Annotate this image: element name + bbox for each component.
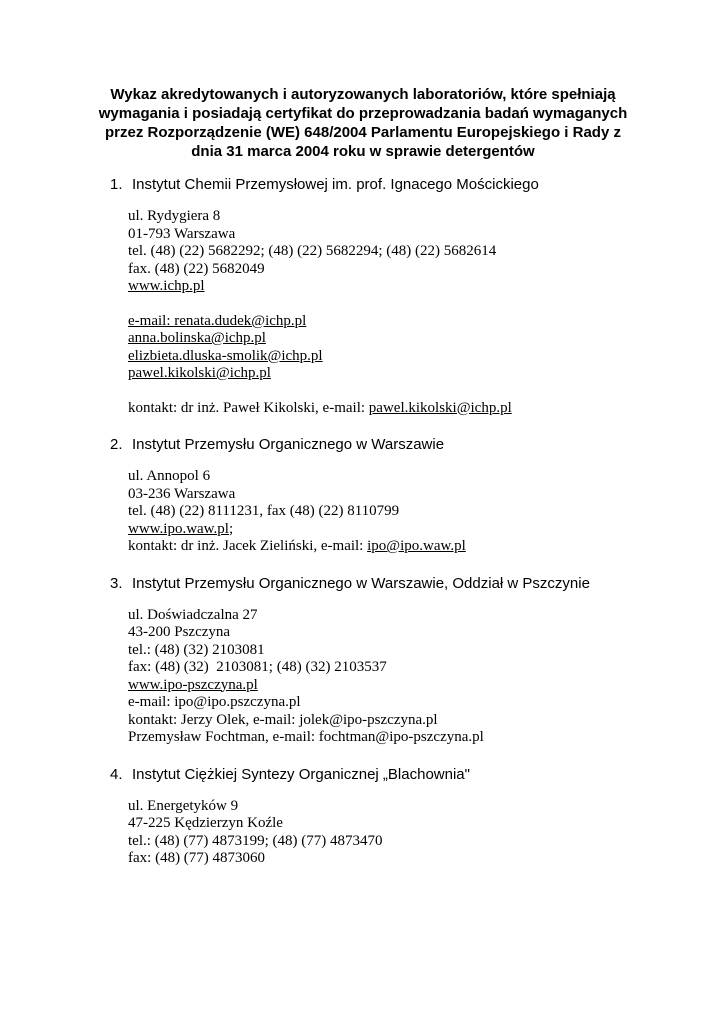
detail-line	[128, 642, 630, 660]
detail-line	[128, 330, 630, 348]
detail-line	[128, 833, 630, 851]
detail-line	[128, 659, 630, 677]
detail-line	[128, 400, 630, 418]
detail-line	[128, 226, 630, 244]
text-segment: ul. Rydygiera 8	[128, 208, 221, 224]
url-link[interactable]: www.ipo.waw.pl	[128, 520, 229, 537]
email-link[interactable]: pawel.kikolski@ichp.pl	[368, 399, 512, 416]
text-segment: tel. (48) (22) 5682292; (48) (22) 5682294; (48) (22) 5682614	[128, 243, 497, 259]
entry-heading-text: Instytut Przemysłu Organicznego w Warszawie	[132, 436, 445, 453]
entry-number: 1.	[110, 176, 123, 193]
entry-details-block	[128, 400, 630, 418]
email-link[interactable]: elizbieta.dluska-smolik@ichp.pl	[128, 347, 323, 364]
text-segment: ;	[228, 520, 234, 537]
detail-line	[128, 503, 630, 521]
detail-line	[128, 365, 630, 383]
detail-line	[128, 278, 630, 296]
email-link[interactable]: anna.bolinska@ichp.pl	[128, 330, 266, 346]
entry-details-block	[128, 468, 630, 556]
text-segment: tel. (48) (22) 8111231, fax (48) (22) 8110799	[128, 503, 400, 519]
detail-line	[128, 815, 630, 833]
text-segment: ul. Energetyków 9	[128, 797, 239, 814]
text-segment: ul. Doświadczalna 27	[128, 606, 258, 623]
text-segment: Przemysław Fochtman, e-mail: fochtman@ipo-pszczyna.pl	[128, 729, 484, 745]
entry-heading-text: Instytut Chemii Przemysłowej im. prof. Ignacego Mościckiego	[132, 176, 539, 193]
email-link[interactable]: pawel.kikolski@ichp.pl	[128, 365, 271, 381]
detail-line	[128, 798, 630, 816]
text-segment: 01-793 Warszawa	[128, 225, 236, 242]
entry-details-block	[128, 208, 630, 296]
entry-heading	[110, 765, 630, 784]
text-segment: fax: (48) (32) 2103081; (48) (32) 2103537	[128, 659, 387, 675]
text-segment: kontakt: dr inż. Jacek Zieliński, e-mail:	[128, 538, 368, 554]
text-segment: 43-200 Pszczyna	[128, 624, 231, 640]
text-segment: tel.: (48) (77) 4873199; (48) (77) 4873470	[128, 832, 383, 849]
entry-details-block	[128, 607, 630, 747]
detail-line	[128, 712, 630, 730]
detail-line	[128, 624, 630, 642]
text-segment: ul. Annopol 6	[128, 468, 211, 484]
entry-number: 2.	[110, 436, 123, 453]
text-segment: 47-225 Kędzierzyn Koźle	[128, 815, 283, 831]
detail-line	[128, 208, 630, 226]
url-link[interactable]: www.ipo-pszczyna.pl	[128, 676, 258, 693]
lab-entry	[110, 765, 630, 868]
detail-line	[128, 468, 630, 486]
lab-entry	[110, 435, 630, 556]
text-segment: 03-236 Warszawa	[128, 485, 236, 502]
detail-line	[128, 313, 630, 331]
detail-line	[128, 348, 630, 366]
detail-line	[128, 607, 630, 625]
url-link[interactable]: www.ichp.pl	[128, 278, 205, 294]
entry-number: 4.	[110, 765, 123, 783]
lab-entry	[110, 574, 630, 747]
detail-line	[128, 261, 630, 279]
entry-heading	[110, 435, 630, 454]
detail-line	[128, 486, 630, 504]
detail-line	[128, 538, 630, 556]
laboratory-list	[96, 175, 630, 868]
detail-line	[128, 677, 630, 695]
detail-line	[128, 243, 630, 261]
text-segment: fax: (48) (77) 4873060	[128, 850, 266, 866]
lab-entry	[110, 175, 630, 417]
document-title: Wykaz akredytowanych i autoryzowanych laboratoriów, które spełniają wymagania i posiadają certyfikat do przeprowadzania badań wymaganych przez Rozporządzenie (WE) 648/2004 Parlamentu Europejskiego i Rady z dnia 31 marca 2004 roku w sprawie detergentów	[98, 86, 628, 160]
text-segment: tel.: (48) (32) 2103081	[128, 641, 265, 658]
detail-line	[128, 521, 630, 539]
entry-heading	[110, 574, 630, 593]
entry-heading-text: Instytut Ciężkiej Syntezy Organicznej „Blachownia"	[132, 765, 470, 783]
detail-line	[128, 694, 630, 712]
text-segment: fax. (48) (22) 5682049	[128, 260, 265, 277]
entry-details-block	[128, 313, 630, 383]
text-segment: kontakt: Jerzy Olek, e-mail: jolek@ipo-pszczyna.pl	[128, 711, 438, 728]
text-segment: e-mail: ipo@ipo.pszczyna.pl	[128, 694, 301, 710]
email-link[interactable]: ipo@ipo.waw.pl	[367, 538, 466, 554]
email-link[interactable]: e-mail: renata.dudek@ichp.pl	[128, 312, 307, 329]
text-segment: kontakt: dr inż. Paweł Kikolski, e-mail:	[128, 399, 369, 416]
entry-heading-text: Instytut Przemysłu Organicznego w Warszawie, Oddział w Pszczynie	[132, 574, 590, 592]
detail-line	[128, 729, 630, 747]
entry-heading	[110, 175, 630, 194]
entry-number: 3.	[110, 574, 123, 592]
detail-line	[128, 850, 630, 868]
entry-details-block	[128, 798, 630, 868]
